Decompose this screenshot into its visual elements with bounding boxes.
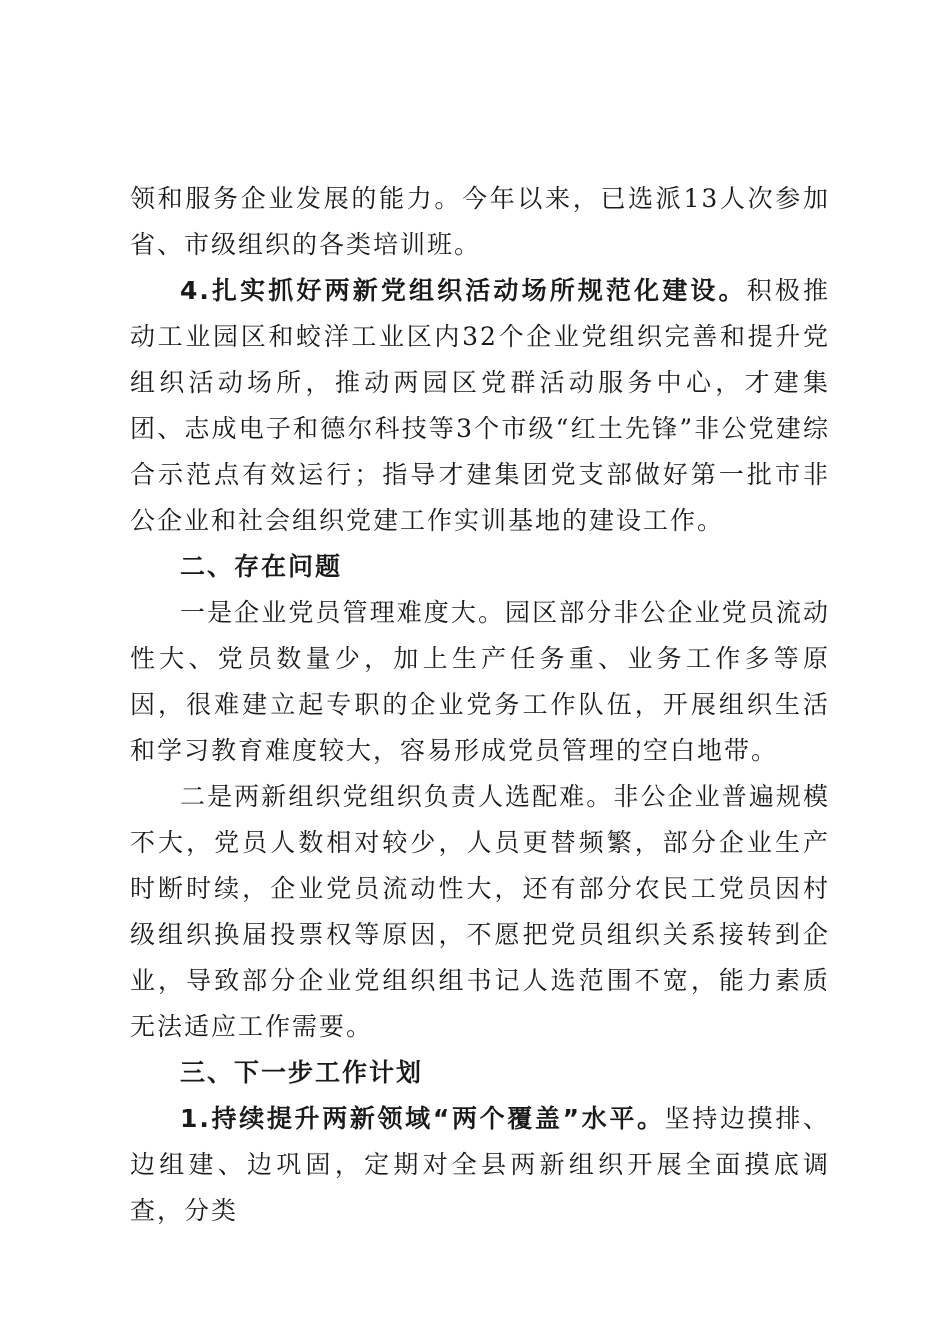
paragraph-activity-venues — [130, 268, 830, 544]
paragraph-lead-venues: 4.扎实抓好两新党组织活动场所规范化建设。 — [180, 276, 747, 305]
document-body — [130, 176, 830, 1234]
paragraph-problem-two: 二是两新组织党组织负责人选配难。非公企业普遍规模不大，党员人数相对较少，人员更替频繁，部分企业生产时断时续，企业党员流动性大，还有部分农民工党员因村级组织换届投票权等原因，不愿把党员组织关系接转到企业，导致部分企业党组织组书记人选范围不宽，能力素质无法适应工作需要。 — [130, 782, 830, 1041]
paragraph-body-venues: 积极推动工业园区和蛟洋工业区内32个企业党组织完善和提升党组织活动场所，推动两园区党群活动服务中心，才建集团、志成电子和德尔科技等3个市级“红土先锋”非公党建综合示范点有效运行；指导才建集团党支部做好第一批市非公企业和社会组织党建工作实训基地的建设工作。 — [130, 276, 830, 535]
paragraph-problem-one: 一是企业党员管理难度大。园区部分非公企业党员流动性大、党员数量少，加上生产任务重、业务工作多等原因，很难建立起专职的企业党务工作队伍，开展组织生活和学习教育难度较大，容易形成党员管理的空白地带。 — [130, 598, 830, 765]
section-heading-next-steps: 三、下一步工作计划 — [180, 1058, 424, 1087]
paragraph-coverage — [130, 1096, 830, 1234]
paragraph-body-coverage: 坚持边摸排、边组建、边巩固，定期对全县两新组织开展全面摸底调查，分类 — [130, 1104, 830, 1225]
paragraph-training: 领和服务企业发展的能力。今年以来，已选派13人次参加省、市级组织的各类培训班。 — [130, 184, 830, 259]
section-heading-problems: 二、存在问题 — [180, 552, 343, 581]
paragraph-lead-coverage: 1.持续提升两新领域“两个覆盖”水平。 — [180, 1104, 665, 1133]
